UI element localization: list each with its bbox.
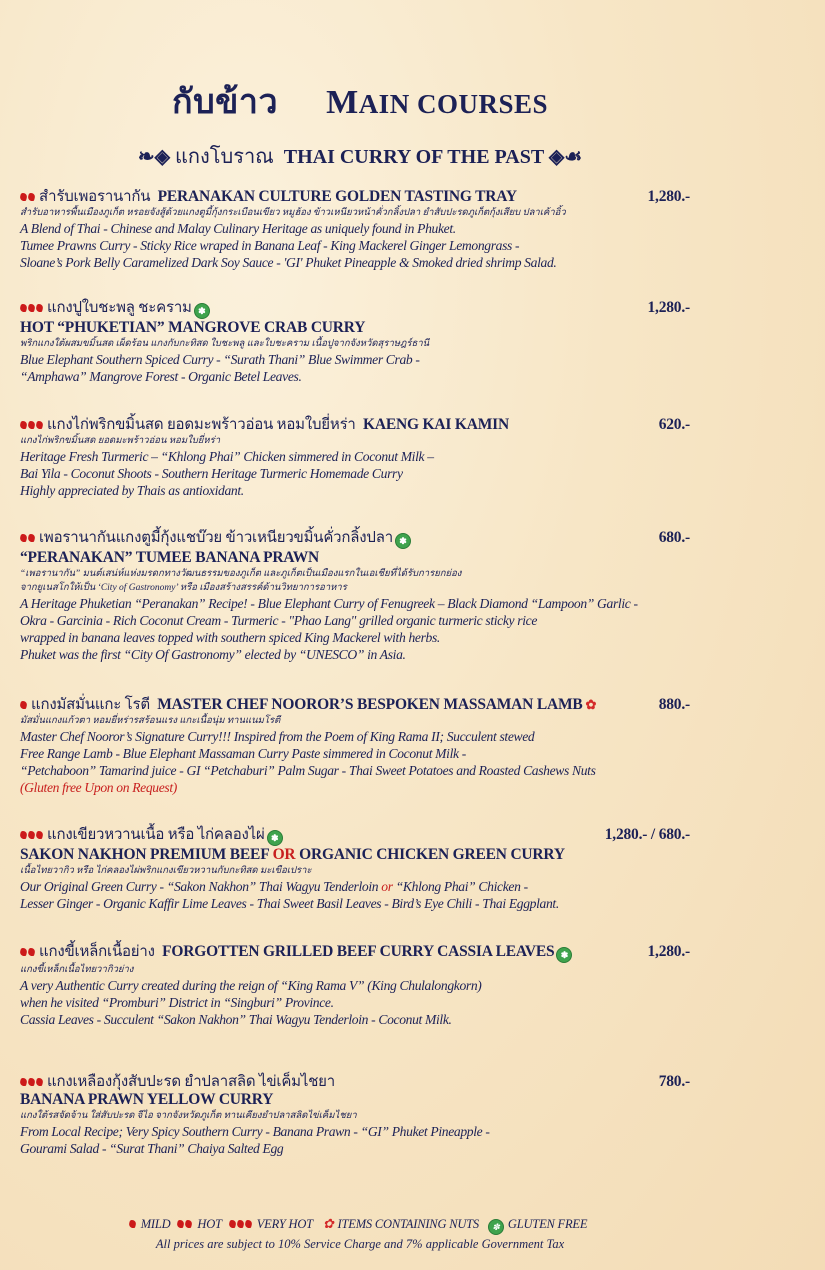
item-desc-thai: สำรับอาหารพื้นเมืองภูเก็ต หรอยจังสู้ด้วยแกงตูมี้กุ้งกระเบือนเขียว หมูฮ้อง ข้าวเหนียวหน้าคั่วกลิ้งปลา ยำสับปะรดภูเก็ตกุ้งเสียบ ปลาเค้าอิ้ว bbox=[20, 208, 566, 218]
item-desc: Blue Elephant Southern Spiced Curry - “Surath Thani” Blue Swimmer Crab - bbox=[20, 352, 420, 367]
item-heading bbox=[20, 416, 720, 434]
text-part: SAKON NAKHON PREMIUM BEEF bbox=[20, 846, 273, 863]
text-part: ORGANIC CHICKEN GREEN CURRY bbox=[295, 846, 565, 863]
item-heading bbox=[20, 1073, 720, 1091]
legend-mild: MILD bbox=[140, 1217, 171, 1231]
chili-icon-3 bbox=[20, 1073, 44, 1090]
chili-icon-1 bbox=[20, 696, 28, 713]
item-heading bbox=[20, 529, 720, 549]
item-desc: Bai Yila - Coconut Shoots - Southern Heritage Turmeric Homemade Curry bbox=[20, 466, 403, 481]
item-title-en: “PERANAKAN” TUMEE BANANA PRAWN bbox=[20, 549, 319, 566]
menu-item bbox=[20, 1073, 720, 1157]
chili-icon-3 bbox=[20, 416, 44, 433]
item-title-thai: แกงเหลืองกุ้งสับปะรด ยำปลาสลิด ไข่เค็มไชยา bbox=[47, 1074, 335, 1090]
chili-icon-2 bbox=[20, 529, 36, 546]
item-desc: Sloane’s Pork Belly Caramelized Dark Soy Sauce - 'GI' Phuket Pineapple & Smoked dried shrimp Salad. bbox=[20, 255, 557, 270]
item-title-thai: สำรับเพอรานากัน bbox=[39, 189, 151, 205]
chili-icon-2 bbox=[20, 188, 36, 205]
gluten-free-icon: ✽ bbox=[556, 947, 572, 963]
item-price: 880.- bbox=[658, 696, 690, 713]
item-desc-thai: แกงไก่พริกขมิ้นสด ยอดมะพร้าวอ่อน หอมใบยี่หร่า bbox=[20, 436, 221, 446]
legend-hot: HOT bbox=[197, 1217, 222, 1231]
legend bbox=[0, 1216, 720, 1235]
item-desc-thai: แกงขี้เหล็กเนื้อไทยวากิวย่าง bbox=[20, 965, 134, 975]
item-title-en: PERANAKAN CULTURE GOLDEN TASTING TRAY bbox=[157, 188, 517, 205]
item-desc-thai: จากยูเนสโกให้เป็น ‘City of Gastronomy’ หรือ เมืองสร้างสรรค์ด้านวิทยาการอาหาร bbox=[20, 583, 347, 593]
item-price: 1,280.- bbox=[647, 943, 690, 960]
item-price: 680.- bbox=[658, 529, 690, 546]
item-title-thai: แกงเขียวหวานเนื้อ หรือ ไก่คลองไผ่ bbox=[47, 827, 265, 843]
item-desc: Phuket was the first “City Of Gastronomy” elected by “UNESCO” in Asia. bbox=[20, 647, 406, 662]
chili-mild-icon bbox=[129, 1217, 137, 1231]
subtitle-thai: แกงโบราณ bbox=[175, 146, 274, 168]
item-desc: A Blend of Thai - Chinese and Malay Culinary Heritage as uniquely found in Phuket. bbox=[20, 221, 456, 236]
text-part: OR bbox=[272, 846, 296, 863]
gluten-free-icon: ✽ bbox=[395, 533, 411, 549]
gluten-free-icon: ✽ bbox=[194, 303, 210, 319]
title-en: AIN COURSES bbox=[358, 89, 548, 119]
menu-item bbox=[20, 696, 720, 796]
item-desc: Okra - Garcinia - Rich Coconut Cream - Turmeric - "Phao Lang" grilled organic turmeric sticky rice bbox=[20, 613, 538, 628]
item-price: 780.- bbox=[658, 1073, 690, 1090]
legend-nuts: ITEMS CONTAINING NUTS bbox=[337, 1217, 479, 1231]
item-title-en: MASTER CHEF NOOROR’S BESPOKEN MASSAMAN LAMB bbox=[157, 696, 583, 713]
nuts-icon: ✿ bbox=[585, 697, 597, 712]
chili-very-hot-icon bbox=[229, 1217, 253, 1231]
legend-gluten-free: GLUTEN FREE bbox=[507, 1217, 588, 1231]
text-part: Lesser Ginger - Organic Kaffir Lime Leaves - Thai Sweet Basil Leaves - Bird’s Eye Chili - Thai Eggplant. bbox=[20, 896, 559, 911]
menu-item bbox=[20, 529, 720, 663]
item-price: 1,280.- / 680.- bbox=[604, 826, 690, 843]
menu-item bbox=[20, 416, 720, 499]
item-heading bbox=[20, 299, 720, 319]
item-title-en: FORGOTTEN GRILLED BEEF CURRY CASSIA LEAVES bbox=[162, 943, 555, 960]
item-price: 1,280.- bbox=[647, 188, 690, 205]
item-note: (Gluten free Upon on Request) bbox=[20, 780, 177, 795]
item-desc: Tumee Prawns Curry - Sticky Rice wraped in Banana Leaf - King Mackerel Ginger Lemongrass - bbox=[20, 238, 520, 253]
chili-icon-2 bbox=[20, 943, 36, 960]
item-price: 1,280.- bbox=[647, 299, 690, 316]
item-desc: Master Chef Nooror’s Signature Curry!!! Inspired from the Poem of King Rama II; Succulent stewed bbox=[20, 729, 535, 744]
title-thai: กับข้าว bbox=[172, 84, 279, 121]
item-desc-thai: “เพอรานากัน” มนต์เสน่ห์แห่งมรดกทางวัฒนธรรมของภูเก็ต และภูเก็ตเป็นเมืองแรกในเอเชียที่ได้รับการยกย่อง bbox=[20, 569, 462, 579]
item-heading bbox=[20, 826, 720, 846]
tax-note: All prices are subject to 10% Service Charge and 7% applicable Government Tax bbox=[155, 1237, 565, 1251]
item-title-en: HOT “PHUKETIAN” MANGROVE CRAB CURRY bbox=[20, 319, 366, 336]
item-desc: A very Authentic Curry created during the reign of “King Rama V” (King Chulalongkorn) bbox=[20, 978, 482, 993]
item-desc: wrapped in banana leaves topped with southern spiced King Mackerel with herbs. bbox=[20, 630, 440, 645]
item-desc: Cassia Leaves - Succulent “Sakon Nakhon” Thai Wagyu Tenderloin - Coconut Milk. bbox=[20, 1012, 452, 1027]
item-desc: Heritage Fresh Turmeric – “Khlong Phai” Chicken simmered in Coconut Milk – bbox=[20, 449, 434, 464]
section-subtitle bbox=[0, 140, 720, 172]
ornament-left-icon: ❧◈ bbox=[137, 146, 170, 168]
page-title bbox=[0, 74, 720, 128]
item-title-en: KAENG KAI KAMIN bbox=[363, 416, 509, 433]
item-desc: A Heritage Phuketian “Peranakan” Recipe! - Blue Elephant Curry of Fenugreek – Black Diamond “Lampoon” Garlic - bbox=[20, 596, 638, 611]
item-desc: From Local Recipe; Very Spicy Southern Curry - Banana Prawn - “GI” Phuket Pineapple - bbox=[20, 1124, 490, 1139]
item-desc-thai: เนื้อไทยวากิว หรือ ไก่คลองไผ่พริกแกงเขียวหวานกับกะทิสด มะเขือเปราะ bbox=[20, 866, 312, 876]
nuts-icon: ✿ bbox=[322, 1216, 334, 1231]
text-part: Our Original Green Curry - “Sakon Nakhon” Thai Wagyu Tenderloin bbox=[20, 879, 382, 894]
chili-hot-icon bbox=[177, 1217, 193, 1231]
item-desc: “Petchaboon” Tamarind juice - GI “Petchaburi” Palm Sugar - Thai Sweet Potatoes and Roasted Cashews Nuts bbox=[20, 763, 596, 778]
gluten-free-icon: ✽ bbox=[267, 830, 283, 846]
title-en-initial: M bbox=[326, 84, 359, 121]
menu-item bbox=[20, 826, 720, 912]
item-title-en: BANANA PRAWN YELLOW CURRY bbox=[20, 1091, 274, 1108]
menu-item bbox=[20, 188, 720, 271]
legend-very-hot: VERY HOT bbox=[256, 1217, 313, 1231]
menu-item bbox=[20, 299, 720, 385]
item-title-thai: เพอรานากันแกงตูมี้กุ้งแชบ๊วย ข้าวเหนียวขมิ้นคั่วกลิ้งปลา bbox=[39, 530, 393, 546]
item-desc: Highly appreciated by Thais as antioxidant. bbox=[20, 483, 244, 498]
chili-icon-3 bbox=[20, 826, 44, 843]
item-desc bbox=[20, 878, 720, 895]
chili-icon-3 bbox=[20, 299, 44, 316]
item-desc-thai: พริกแกงใต้ผสมขมิ้นสด เผ็ดร้อน แกงกับกะทิสด ใบชะพลู และใบชะคราม เนื้อปูจากจังหวัดสุราษฎร์ธานี bbox=[20, 339, 430, 349]
item-heading bbox=[20, 696, 720, 714]
item-title-thai: แกงไก่พริกขมิ้นสด ยอดมะพร้าวอ่อน หอมใบยี่หร่า bbox=[47, 417, 356, 433]
item-price: 620.- bbox=[658, 416, 690, 433]
subtitle-en: THAI CURRY OF THE PAST bbox=[283, 146, 544, 168]
item-desc-thai: แกงใต้รสจัดจ้าน ใส่สับปะรด จีไอ จากจังหวัดภูเก็ต ทานเคียงยำปลาสลิดไข่เค็มไชยา bbox=[20, 1111, 357, 1121]
item-title-thai: แกงมัสมั่นแกะ โรตี bbox=[31, 697, 150, 713]
item-title-thai: แกงขี้เหล็กเนื้อย่าง bbox=[39, 944, 155, 960]
item-desc bbox=[20, 895, 720, 912]
item-desc: Free Range Lamb - Blue Elephant Massaman Curry Paste simmered in Coconut Milk - bbox=[20, 746, 466, 761]
item-title-en bbox=[20, 846, 720, 864]
ornament-right-icon: ◈☙ bbox=[548, 146, 583, 168]
gluten-free-icon: ✽ bbox=[488, 1219, 504, 1235]
item-desc: “Amphawa” Mangrove Forest - Organic Betel Leaves. bbox=[20, 369, 302, 384]
item-title-thai: แกงปูใบชะพลู ชะคราม bbox=[47, 300, 192, 316]
text-part: or bbox=[381, 879, 393, 894]
menu-item bbox=[20, 943, 720, 1028]
item-heading bbox=[20, 188, 720, 206]
item-desc: when he visited “Promburi” District in “Singburi” Province. bbox=[20, 995, 334, 1010]
item-heading bbox=[20, 943, 720, 963]
text-part: “Khlong Phai” Chicken - bbox=[392, 879, 528, 894]
item-desc: Gourami Salad - “Surat Thani” Chaiya Salted Egg bbox=[20, 1141, 284, 1156]
item-desc-thai: มัสมั่นแกงแก้วตา หอมยี่หร่ารสร้อนแรง แกะเนื้อนุ่ม ทานแนมโรตี bbox=[20, 716, 281, 726]
